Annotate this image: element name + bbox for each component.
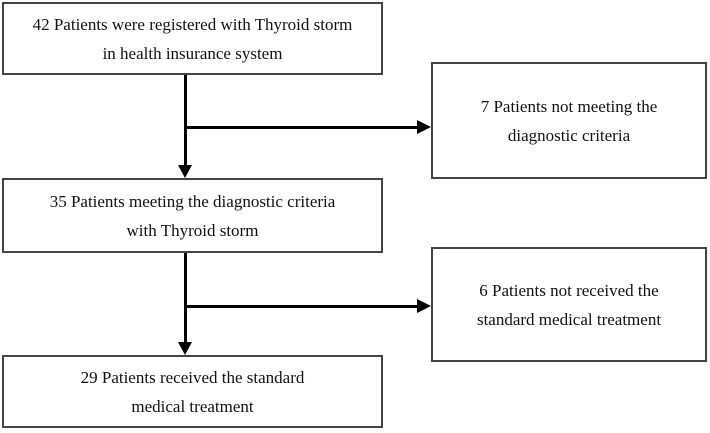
box-not-meeting-line2: diagnostic criteria (507, 125, 631, 145)
box-not-received-treatment (431, 247, 707, 362)
box-not-received-line2: standard medical treatment (476, 309, 662, 329)
box-registered-line1: 42 Patients were registered with Thyroid storm (32, 14, 353, 34)
arrowhead-down-to-received (178, 342, 192, 355)
arrowhead-right-to-not-received (417, 299, 431, 313)
arrow-line-meeting-to-received (184, 253, 187, 342)
box-not-meeting-line1: 7 Patients not meeting the (480, 96, 658, 116)
arrow-line-branch-to-not-meeting (184, 126, 417, 129)
arrowhead-down-to-meeting (178, 165, 192, 178)
box-meeting-line1: 35 Patients meeting the diagnostic criteria (49, 191, 336, 211)
box-registered-patients (2, 2, 383, 75)
box-received-line2: medical treatment (131, 396, 254, 416)
arrow-line-registered-to-meeting (184, 75, 187, 165)
box-meeting-line2: with Thyroid storm (126, 220, 259, 240)
box-registered-line2: in health insurance system (102, 43, 283, 63)
box-meeting-criteria (2, 178, 383, 253)
arrowhead-right-to-not-meeting (417, 120, 431, 134)
arrow-line-branch-to-not-received (184, 305, 417, 308)
box-not-received-line1: 6 Patients not received the (479, 280, 659, 300)
box-received-treatment (2, 355, 383, 428)
box-not-meeting-criteria (431, 62, 707, 179)
box-received-line1: 29 Patients received the standard (80, 367, 305, 387)
